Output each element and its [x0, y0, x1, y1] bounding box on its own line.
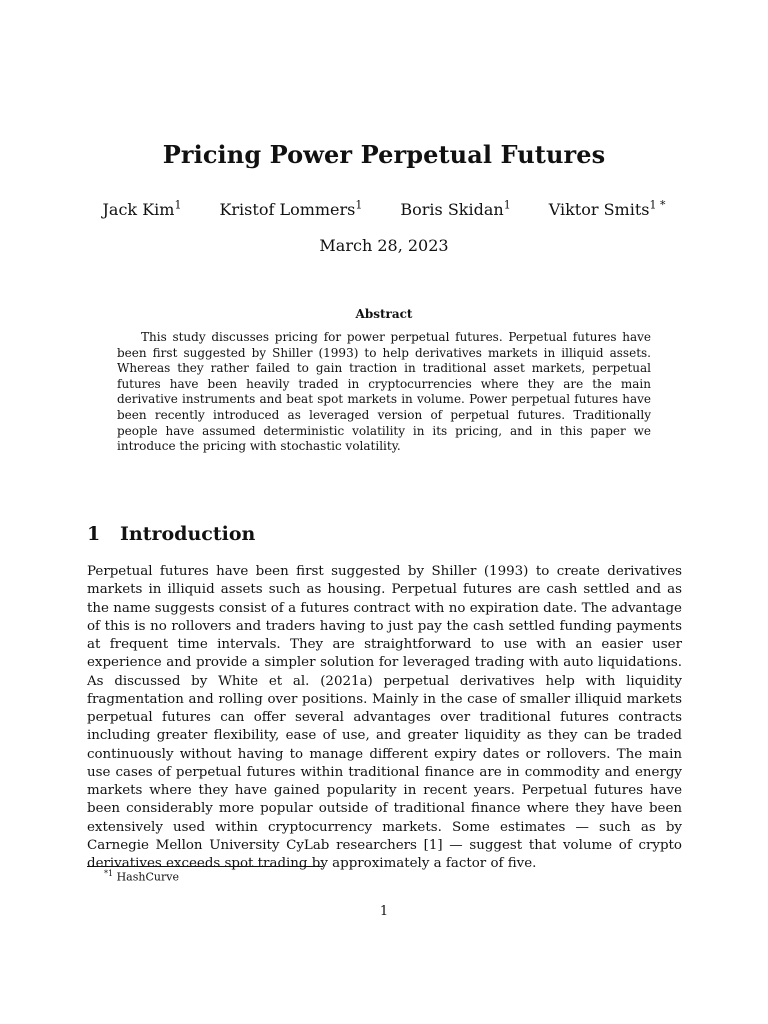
author: [400, 200, 510, 219]
author: [219, 200, 362, 219]
author-name: Viktor Smits: [548, 200, 650, 219]
footnote: [104, 869, 179, 884]
paper-title: Pricing Power Perpetual Futures: [162, 140, 606, 169]
author-name: Jack Kim: [102, 200, 175, 219]
author-name: Kristof Lommers: [219, 200, 356, 219]
author-affiliation: 1 *: [649, 198, 666, 212]
footnote-marker: *1: [104, 869, 114, 878]
section-title: Introduction: [120, 523, 256, 545]
author: [549, 200, 666, 219]
author-affiliation: 1: [503, 198, 511, 212]
author-list: [0, 200, 768, 219]
abstract-heading: Abstract: [355, 307, 413, 321]
author-name: Boris Skidan: [400, 200, 504, 219]
author-affiliation: 1: [355, 198, 363, 212]
publication-date: March 28, 2023: [319, 236, 449, 255]
section-heading: [87, 523, 255, 545]
footnote-text: HashCurve: [116, 870, 179, 884]
author: [103, 200, 182, 219]
footnote-divider: [87, 866, 323, 867]
page-number: 1: [379, 904, 389, 919]
introduction-text: Perpetual futures have been first suggested by Shiller (1993) to create derivatives markets in illiquid assets such as housing. Perpetual futures are cash settled and as the name suggests consist of a futures contract with no expiration date. The advantage of this is no rollovers and traders having to just pay the cash settled funding payments at frequent time intervals. They are straightforward to use with an easier user experience and provide a simpler solution for leveraged trading with auto liquidations. As discussed by White et al. (2021a) perpetual derivatives help with liquidity fragmentation and rolling over positions. Mainly in the case of smaller illiquid markets perpetual futures can offer several advantages over traditional futures contracts including greater flexibility, ease of use, and greater liquidity as they can be traded continuously without having to manage different expiry dates or rollovers. The main use cases of perpetual futures within traditional finance are in commodity and energy markets where they have gained popularity in recent years. Perpetual futures have been considerably more popular outside of traditional finance where they have been extensively used within cryptocurrency markets. Some estimates — such as by Carnegie Mellon University CyLab researchers [1] — suggest that volume of crypto derivatives exceeds spot trading by approximately a factor of five.: [87, 564, 682, 871]
section-number: 1: [87, 523, 101, 545]
author-affiliation: 1: [174, 198, 182, 212]
abstract-text: This study discusses pricing for power perpetual futures. Perpetual futures have been first suggested by Shiller (1993) to help derivatives markets in illiquid assets. Whereas they rather failed to gain traction in traditional asset markets, perpetual futures have been heavily traded in cryptocurrencies where they are the main derivative instruments and beat spot markets in volume. Power perpetual futures have been recently introduced as leveraged version of perpetual futures. Traditionally people have assumed deterministic volatility in its pricing, and in this paper we introduce the pricing with stochastic volatility.: [117, 330, 651, 454]
